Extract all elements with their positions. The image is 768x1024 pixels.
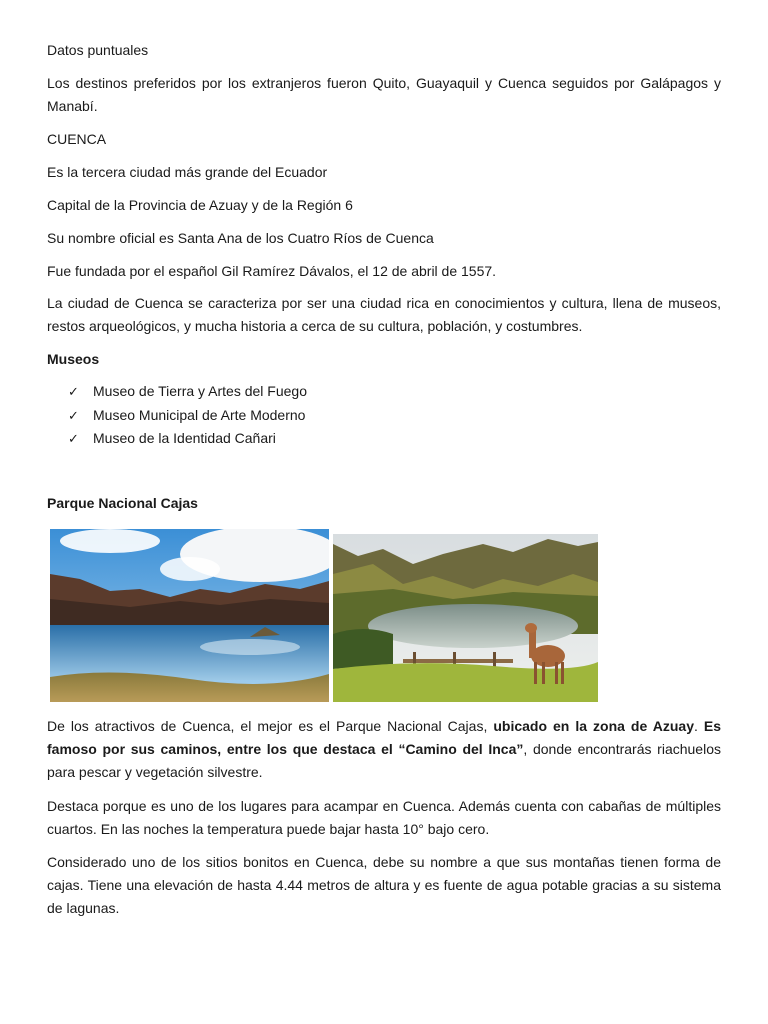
check-icon: ✓ <box>68 431 79 446</box>
parque-title: Parque Nacional Cajas <box>47 495 198 511</box>
parque-paragraph-1: De los atractivos de Cuenca, el mejor es el Parque Nacional Cajas, ubicado en la zona de Azuay. Es famoso por sus caminos, entre los que destaca el “Camino del Inca”, donde encontrarás riachuelos para pescar y vegetación silvestre. <box>47 718 722 780</box>
list-item: ✓ Museo Municipal de Arte Moderno <box>47 404 307 428</box>
heading-datos: Datos puntuales <box>47 42 149 58</box>
check-icon: ✓ <box>68 384 79 399</box>
fact-4: Fue fundada por el español Gil Ramírez Dávalos, el 12 de abril de 1557. <box>47 263 497 279</box>
cuenca-title: CUENCA <box>47 131 107 147</box>
fact-3: Su nombre oficial es Santa Ana de los Cuatro Ríos de Cuenca <box>47 230 434 246</box>
intro-paragraph: Los destinos preferidos por los extranjeros fueron Quito, Guayaquil y Cuenca seguidos por Galápagos y Manabí. <box>47 75 721 114</box>
fact-2: Capital de la Provincia de Azuay y de la Región 6 <box>47 197 353 213</box>
lake-landscape-photo <box>50 529 329 702</box>
check-icon: ✓ <box>68 407 79 423</box>
llama-lake-photo <box>333 534 598 702</box>
list-item: ✓ Museo de Tierra y Artes del Fuego <box>47 380 307 404</box>
museos-list <box>47 380 307 451</box>
fact-1: Es la tercera ciudad más grande del Ecuador <box>47 164 328 180</box>
parque-paragraph-3: Considerado uno de los sitios bonitos en Cuenca, debe su nombre a que sus montañas tienen forma de cajas. Tiene una elevación de hasta 4.44 metros de altura y es fuente de agua potable gracias a su sistema de lagunas. <box>47 854 721 916</box>
culture-paragraph: La ciudad de Cuenca se caracteriza por ser una ciudad rica en conocimientos y cultura, llena de museos, restos arqueológicos, y mucha historia a cerca de su cultura, población, y costumbres. <box>47 295 721 334</box>
parque-paragraph-2: Destaca porque es uno de los lugares para acampar en Cuenca. Además cuenta con cabañas de múltiples cuartos. En las noches la temperatura puede bajar hasta 10° bajo cero. <box>47 798 721 837</box>
list-item: ✓ Museo de la Identidad Cañari <box>47 427 307 451</box>
museos-title: Museos <box>47 351 100 367</box>
